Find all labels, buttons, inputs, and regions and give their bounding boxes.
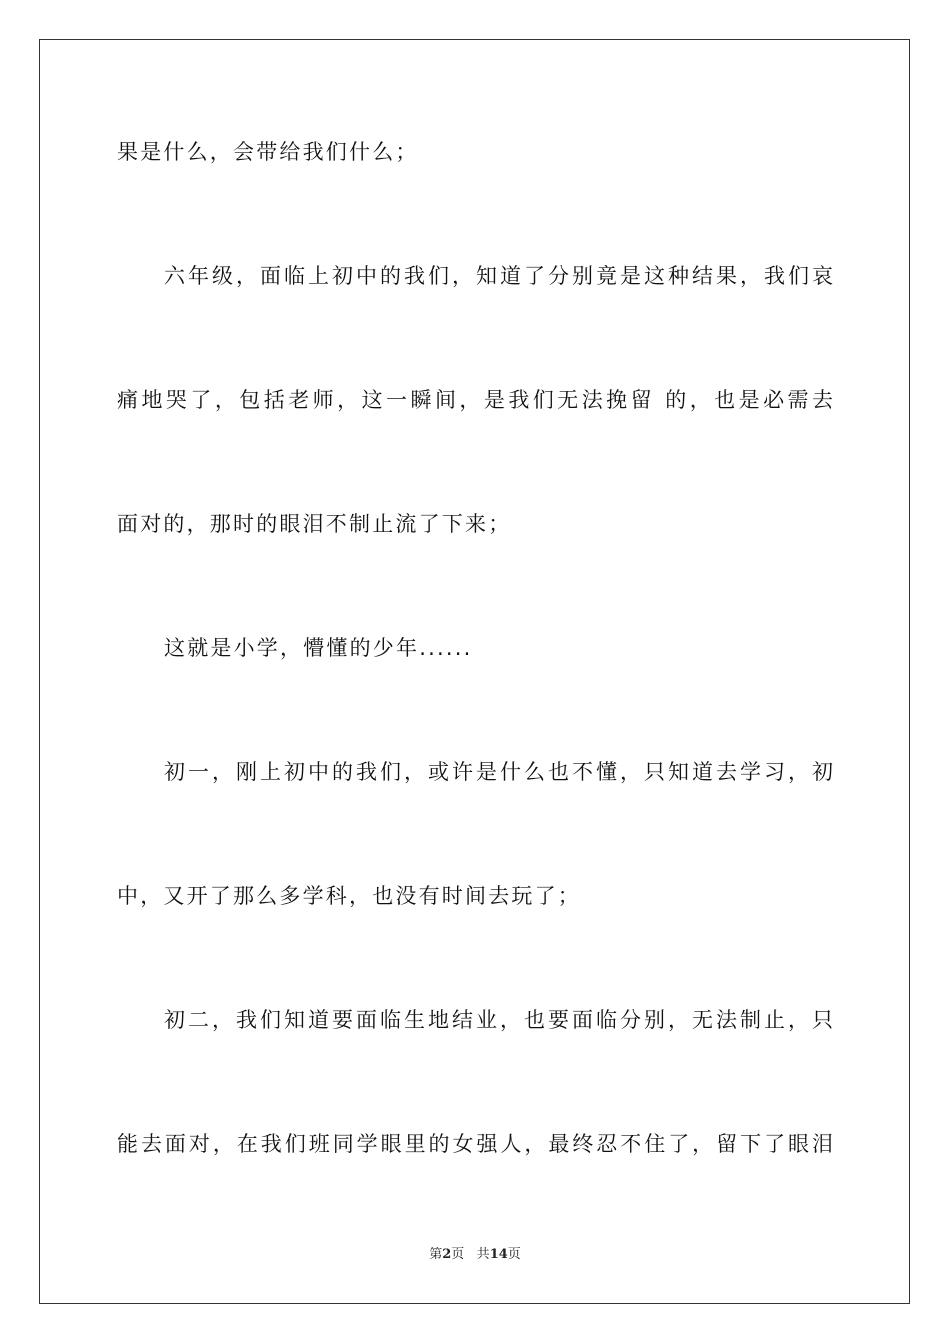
page-prefix: 第	[429, 1247, 443, 1262]
page-frame	[39, 39, 910, 1304]
text-line-7: 中，又开了那么多学科，也没有时间去玩了；	[117, 884, 581, 908]
total-prefix: 共	[476, 1247, 490, 1262]
page-footer	[0, 1246, 950, 1264]
text-line-5: 这就是小学，懵懂的少年......	[164, 636, 473, 660]
text-line-4: 面对的，那时的眼泪不制止流了下来；	[117, 512, 512, 536]
text-line-3: 痛地哭了，包括老师，这一瞬间，是我们无法挽留 的，也是必需去	[117, 388, 833, 412]
text-line-9: 能去面对，在我们班同学眼里的女强人，最终忍不住了，留下了眼泪	[117, 1132, 833, 1156]
text-line-6: 初一，刚上初中的我们，或许是什么也不懂，只知道去学习，初	[164, 760, 833, 784]
text-line-1: 果是什么，会带给我们什么；	[117, 140, 419, 164]
page-suffix: 页	[451, 1247, 465, 1262]
total-pages: 14	[489, 1247, 508, 1262]
text-line-8: 初二，我们知道要面临生地结业，也要面临分别，无法制止，只	[164, 1008, 833, 1032]
text-line-2: 六年级，面临上初中的我们，知道了分别竟是这种结果，我们哀	[164, 264, 833, 288]
page-number: 2	[442, 1247, 452, 1262]
total-suffix: 页	[507, 1247, 521, 1262]
